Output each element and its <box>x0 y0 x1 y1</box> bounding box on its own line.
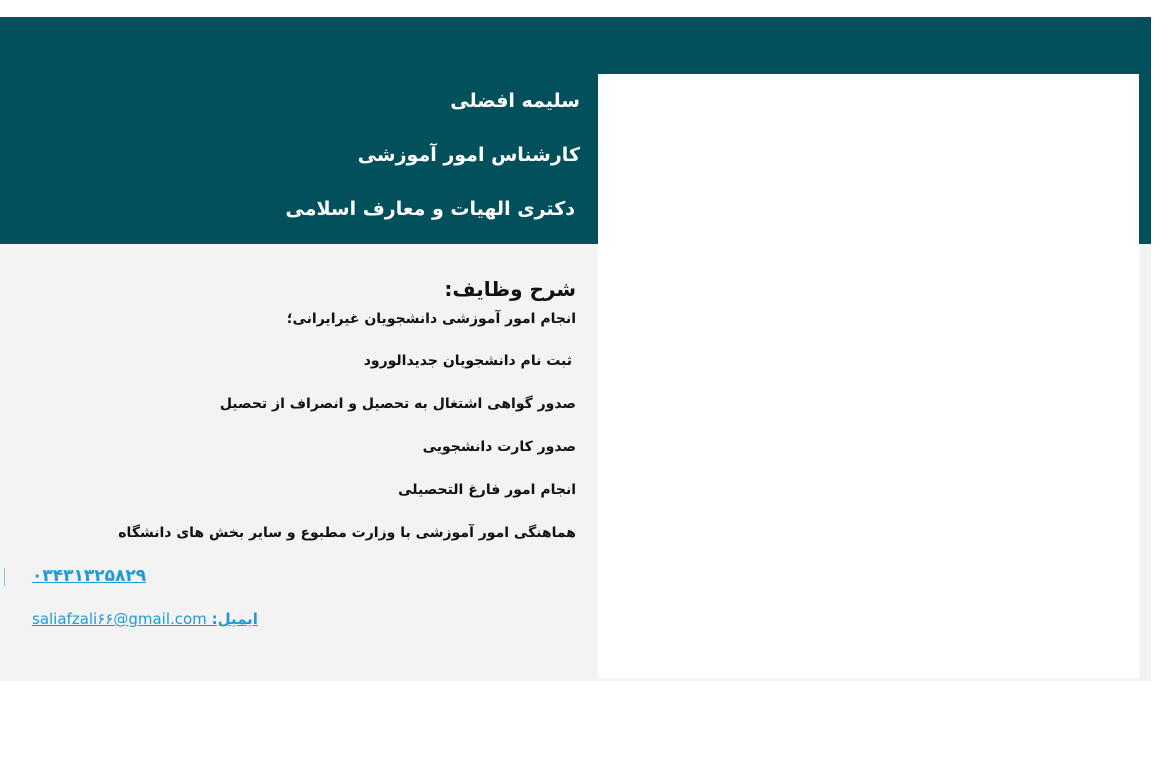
phone-link[interactable]: ۰۳۴۳۱۳۲۵۸۲۹ <box>32 566 147 586</box>
email-link[interactable] <box>32 610 258 628</box>
duties-section <box>0 270 576 565</box>
duties-title: شرح وظایف: <box>444 277 576 301</box>
person-position: کارشناس امور آموزشی <box>357 144 580 166</box>
duty-item: صدور کارت دانشجویی <box>422 439 576 455</box>
profile-photo-panel <box>598 74 1139 678</box>
email-address: saliafzali۶۶@gmail.com <box>32 610 207 628</box>
profile-header <box>0 74 580 236</box>
phone-marker <box>4 568 5 586</box>
duty-item: صدور گواهی اشتغال به تحصیل و انصراف از تحصیل <box>219 396 576 412</box>
duty-item: هماهنگی امور آموزشی با وزارت مطبوع و سایر بخش های دانشگاه <box>118 525 576 541</box>
email-label: ایمیل: <box>211 610 258 628</box>
person-name: سلیمه افضلی <box>450 90 580 112</box>
duty-item: انجام امور فارغ التحصیلی <box>398 482 576 498</box>
person-degree: دکتری الهیات و معارف اسلامی <box>285 198 575 220</box>
duty-item: ثبت نام دانشجویان جدیدالورود <box>363 353 572 369</box>
duty-item: انجام امور آموزشی دانشجویان غیرایرانی؛ <box>286 311 576 327</box>
